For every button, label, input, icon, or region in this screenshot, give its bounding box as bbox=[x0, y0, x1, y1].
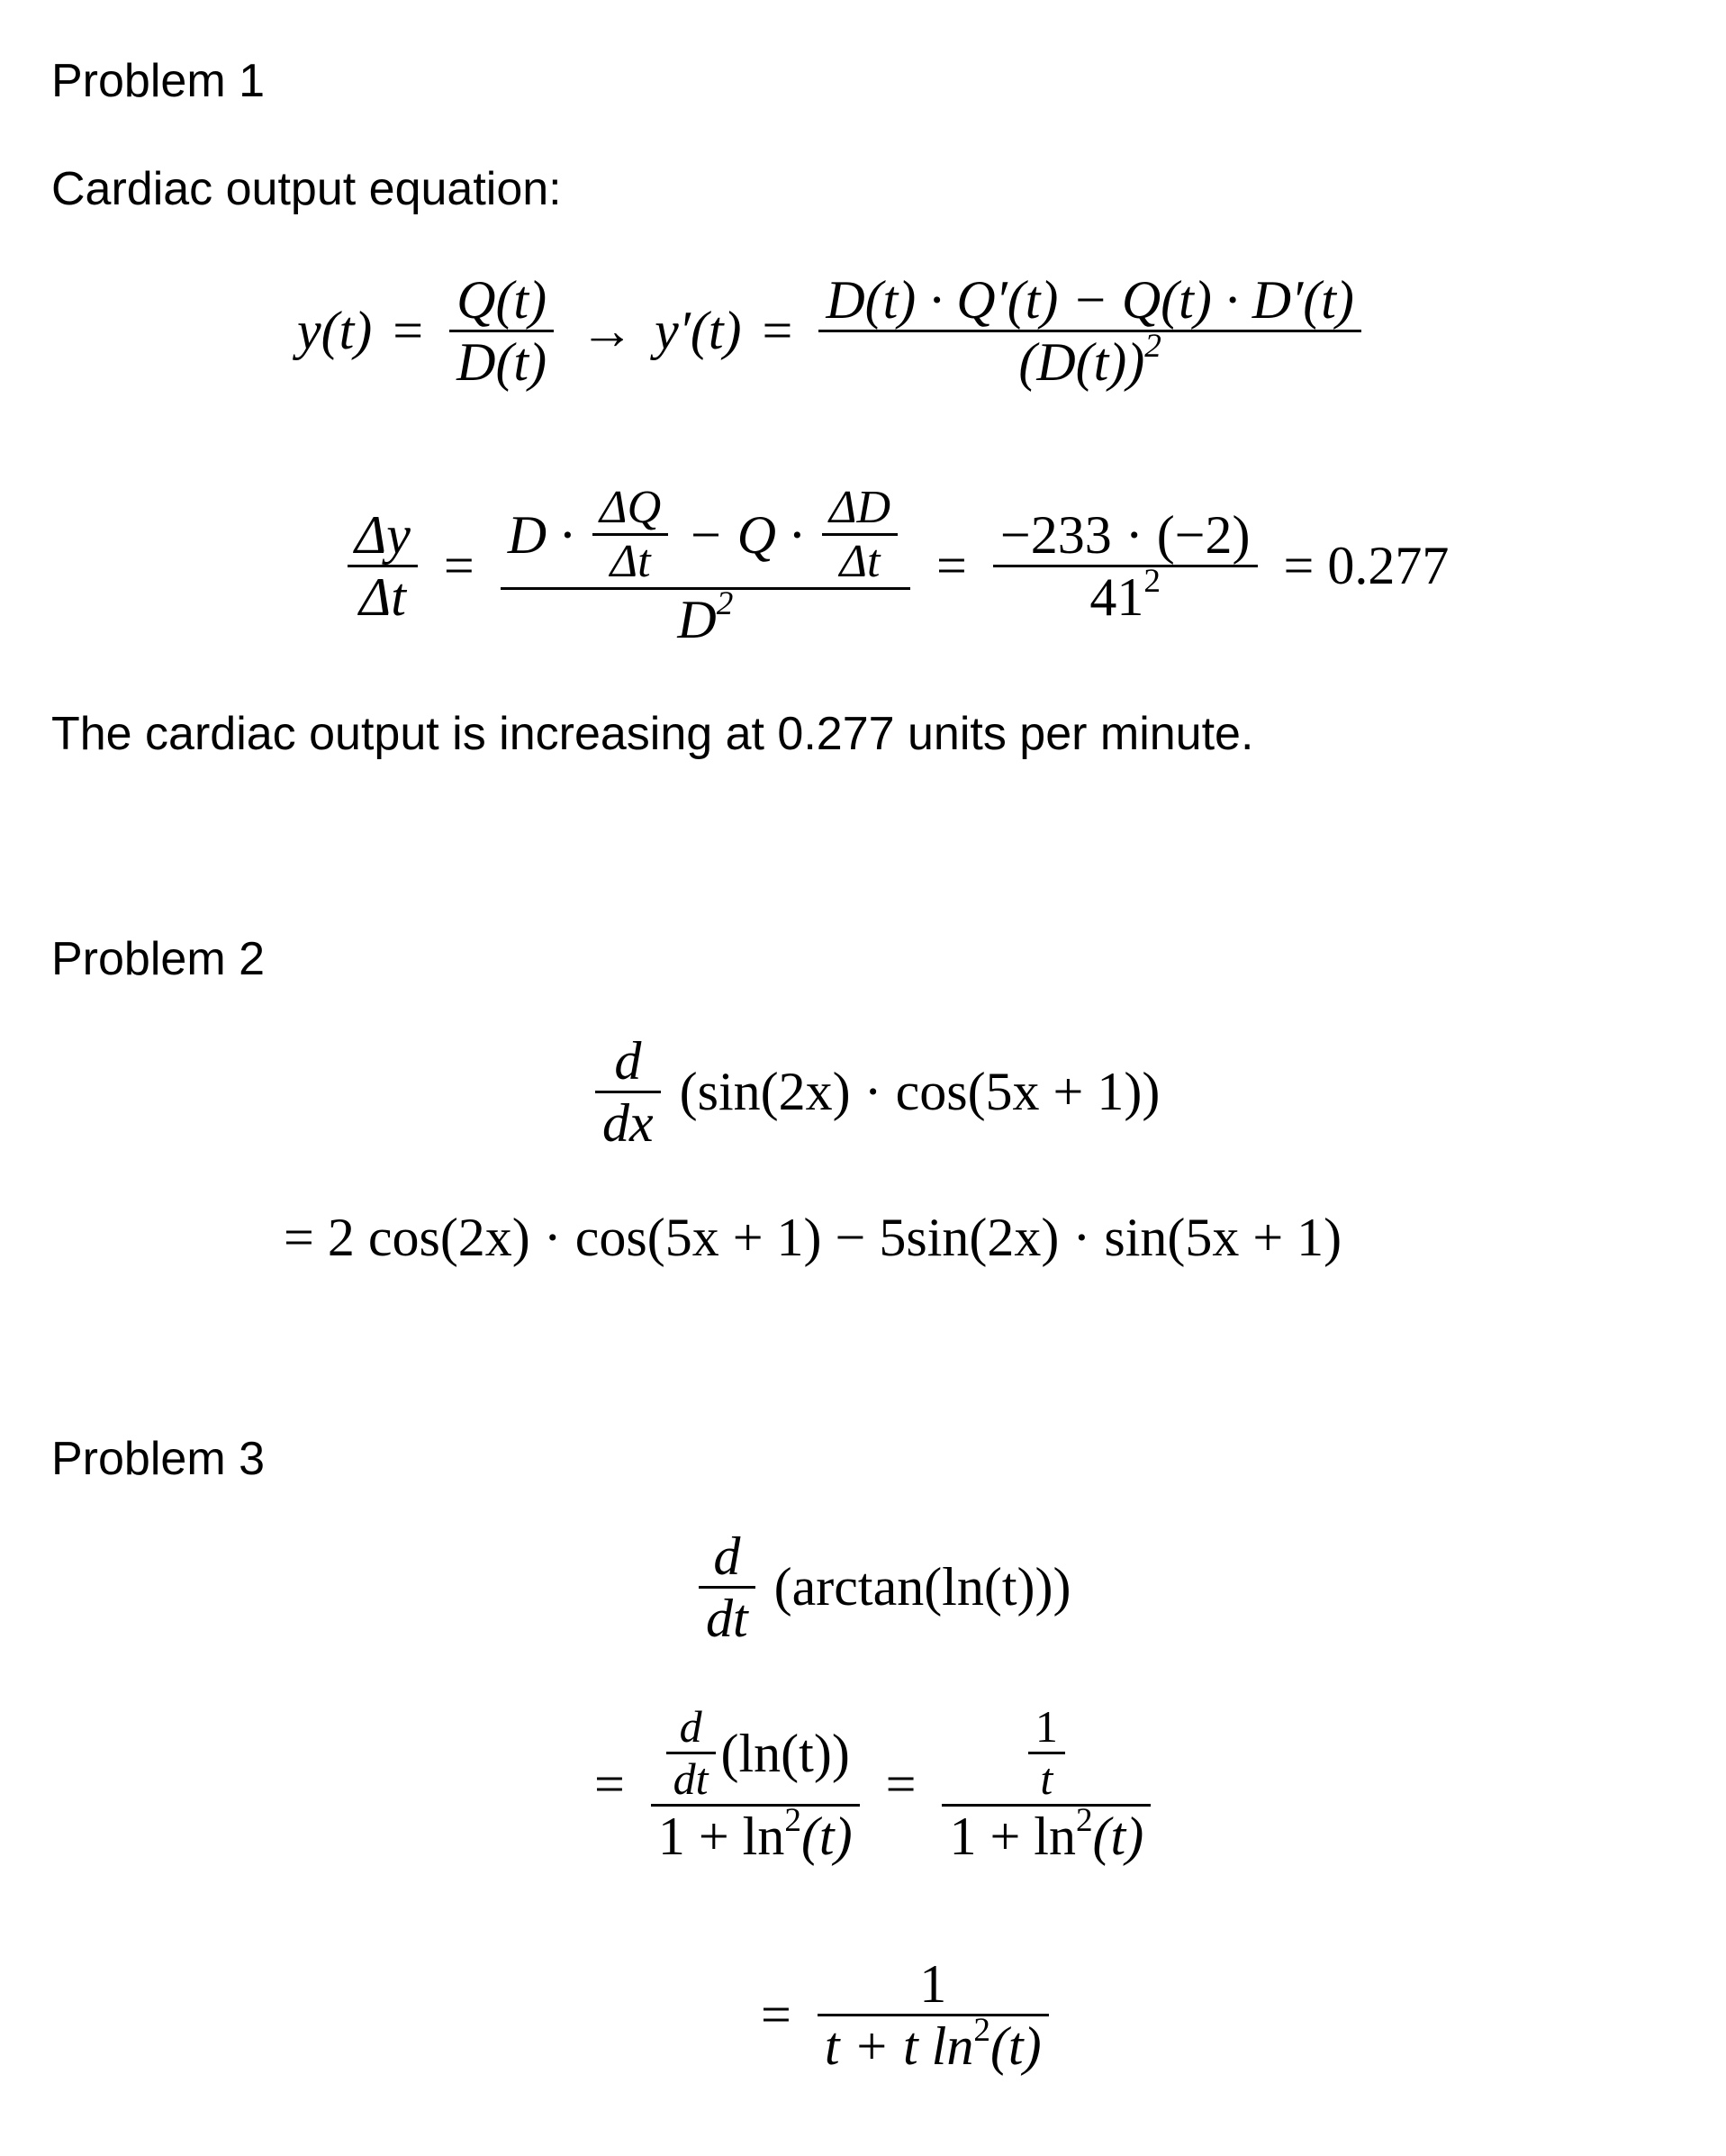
final-equals: = bbox=[761, 1985, 791, 2044]
dq-dt-fraction bbox=[592, 482, 668, 587]
d-dt-operator bbox=[699, 1526, 755, 1648]
result-value: = 0.277 bbox=[1283, 535, 1450, 595]
simplified-denominator bbox=[942, 1801, 1151, 1866]
final-den-a: t + t ln bbox=[824, 2016, 974, 2076]
numeric-numerator: −233 · (−2) bbox=[999, 504, 1251, 565]
difference-numerator bbox=[501, 482, 910, 587]
final-fraction bbox=[818, 1954, 1049, 2076]
den-exponent: 2 bbox=[784, 1801, 801, 1839]
simplified-fraction bbox=[942, 1702, 1151, 1866]
problem-1-conclusion: The cardiac output is increasing at 0.277 units per minute. bbox=[51, 708, 1254, 760]
final-den-b: (t) bbox=[990, 2016, 1042, 2076]
inner-d: d bbox=[679, 1701, 702, 1752]
numeric-fraction bbox=[993, 505, 1258, 627]
t: t bbox=[1040, 1753, 1053, 1804]
final-den-exponent: 2 bbox=[973, 2011, 990, 2049]
numeric-denominator bbox=[1082, 562, 1168, 627]
d-squared-exponent: 2 bbox=[716, 585, 734, 623]
den-a: 1 + ln bbox=[657, 1807, 785, 1866]
problem-2-expression: (sin(2x) · cos(5x + 1)) bbox=[679, 1062, 1161, 1121]
eq1-equals-2: = bbox=[762, 301, 793, 360]
delta-d: ΔD bbox=[828, 482, 891, 533]
quotient-numerator: D(t) · Q′(t) − Q(t) · D′(t) bbox=[826, 270, 1354, 330]
quotient-denominator-exponent: 2 bbox=[1144, 327, 1161, 365]
q-numerator: Q(t) bbox=[456, 270, 547, 330]
d-numerator: d bbox=[614, 1031, 642, 1091]
den-a-2: 1 + ln bbox=[949, 1807, 1076, 1866]
final-denominator bbox=[818, 2011, 1049, 2076]
delta-t-1: Δt bbox=[610, 536, 651, 588]
den-b: (t) bbox=[800, 1807, 853, 1866]
difference-denominator bbox=[670, 585, 740, 650]
one: 1 bbox=[1035, 1701, 1058, 1752]
inner-d-dt-operator bbox=[666, 1702, 716, 1804]
dx-denominator: dx bbox=[602, 1093, 654, 1153]
numeric-denominator-exponent: 2 bbox=[1143, 562, 1161, 600]
eq1-lhs: y(t) bbox=[297, 301, 373, 360]
chain-rule-fraction bbox=[651, 1702, 860, 1866]
numeric-denominator-base: 41 bbox=[1089, 566, 1144, 627]
d-dot: D · bbox=[507, 504, 574, 565]
d-numerator: d bbox=[713, 1526, 741, 1586]
inner-expression: (ln(t)) bbox=[720, 1723, 850, 1783]
minus-q-dot: − Q · bbox=[687, 504, 803, 565]
problem-2-derivative bbox=[590, 1031, 1160, 1153]
problem-3-derivative bbox=[693, 1526, 1071, 1648]
q-over-d-fraction bbox=[449, 270, 554, 392]
d-dx-operator bbox=[595, 1031, 661, 1153]
quotient-rule-equation bbox=[297, 270, 1367, 392]
dd-dt-fraction bbox=[822, 482, 898, 587]
quotient-denominator-base: (D(t)) bbox=[1018, 332, 1145, 392]
d-denominator: D(t) bbox=[456, 332, 547, 392]
inner-dt: dt bbox=[673, 1753, 709, 1804]
eq1-derivative-lhs: y′(t) bbox=[655, 301, 742, 360]
delta-y: Δy bbox=[355, 504, 411, 565]
problem-2-result: = 2 cos(2x) · cos(5x + 1) − 5sin(2x) · sin(5x + 1) bbox=[284, 1208, 1342, 1267]
delta-t-2: Δt bbox=[839, 536, 881, 588]
quotient-rule-fraction bbox=[818, 270, 1361, 392]
den-exponent-2: 2 bbox=[1075, 1801, 1093, 1839]
problem-1-heading: Problem 1 bbox=[51, 55, 265, 107]
d-squared-base: D bbox=[677, 590, 717, 650]
cardiac-output-subheading: Cardiac output equation: bbox=[51, 163, 562, 215]
chain-rule-denominator bbox=[651, 1801, 860, 1866]
eq2-equals-b: = bbox=[936, 535, 967, 595]
den-b-2: (t) bbox=[1092, 1807, 1144, 1866]
step-1-equals: = bbox=[594, 1753, 625, 1814]
arrow: → bbox=[580, 301, 635, 360]
problem-3-final bbox=[761, 1954, 1054, 2076]
chain-rule-numerator bbox=[654, 1702, 857, 1804]
problem-2-heading: Problem 2 bbox=[51, 933, 265, 985]
problem-3-heading: Problem 3 bbox=[51, 1433, 265, 1485]
simplified-numerator bbox=[1016, 1702, 1078, 1804]
difference-quotient-equation bbox=[342, 482, 1449, 649]
final-numerator: 1 bbox=[919, 1954, 947, 2014]
dt-denominator: dt bbox=[706, 1589, 748, 1648]
quotient-denominator bbox=[1011, 327, 1169, 392]
eq1-equals: = bbox=[393, 301, 424, 360]
delta-q: ΔQ bbox=[600, 482, 662, 533]
problem-3-step-1 bbox=[594, 1702, 1156, 1866]
difference-fraction bbox=[501, 482, 910, 649]
step-1-equals-2: = bbox=[885, 1753, 917, 1814]
one-over-t bbox=[1028, 1702, 1065, 1804]
delta-t: Δt bbox=[358, 566, 406, 627]
problem-3-expression: (arctan(ln(t))) bbox=[773, 1557, 1071, 1617]
eq2-equals: = bbox=[443, 535, 474, 595]
dy-dt-fraction bbox=[348, 505, 418, 627]
